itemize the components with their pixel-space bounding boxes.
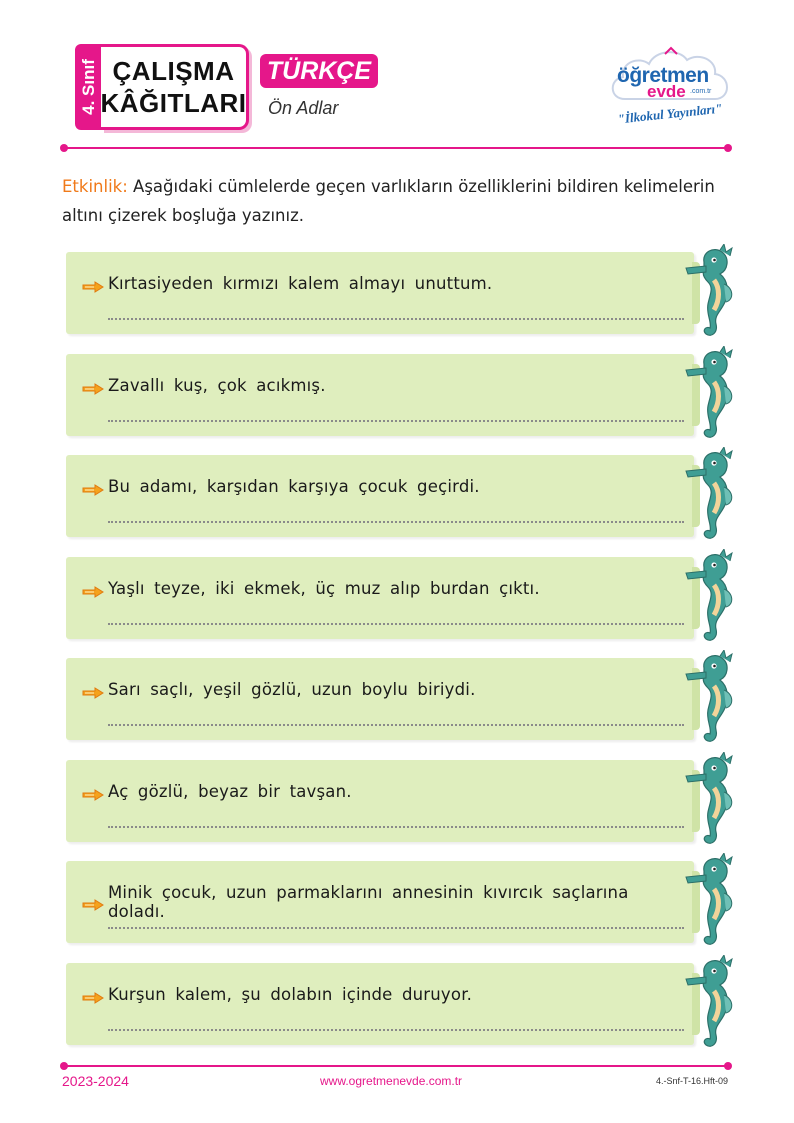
exercise-sentence: Kurşun kalem, şu dolabın içinde duruyor. [108, 985, 473, 1004]
seahorse-icon [684, 447, 740, 543]
exercise-card [66, 252, 694, 334]
exercise-sentence: Bu adamı, karşıdan karşıya çocuk geçirdi. [108, 477, 480, 496]
logo-tagline: "İlkokul Yayınları" [616, 100, 723, 127]
exercise-card [66, 557, 694, 639]
exercise-card [66, 861, 694, 943]
sentence-row [82, 680, 476, 699]
divider-dot [60, 144, 68, 152]
pointing-hand-icon [82, 583, 104, 595]
exercise-sentence: Sarı saçlı, yeşil gözlü, uzun boylu biriydi. [108, 680, 476, 699]
seahorse-icon [684, 244, 740, 340]
answer-line[interactable] [108, 623, 684, 625]
seahorse-icon [684, 752, 740, 848]
sentence-row [82, 782, 352, 801]
sentence-row [82, 477, 480, 496]
activity-label: Etkinlik: [62, 177, 128, 196]
pointing-hand-icon [82, 684, 104, 696]
seahorse-icon [684, 346, 740, 442]
divider-dot [60, 1062, 68, 1070]
header-divider [64, 147, 728, 149]
title-box [101, 44, 249, 130]
exercise-card [66, 354, 694, 436]
exercise-card [66, 760, 694, 842]
footer-code: 4.-Snf-T-16.Hft-09 [655, 1076, 728, 1086]
seahorse-icon [684, 955, 740, 1051]
title-line-1: ÇALIŞMA [112, 56, 235, 86]
seahorse-icon [684, 549, 740, 645]
seahorse-icon [684, 853, 740, 949]
pointing-hand-icon [82, 896, 104, 908]
answer-line[interactable] [108, 1029, 684, 1031]
answer-line[interactable] [108, 420, 684, 422]
title-line-2: KÂĞITLARI [100, 88, 247, 118]
activity-instruction [62, 172, 732, 230]
logo-text-sub: evde [647, 82, 686, 101]
footer-year: 2023-2024 [62, 1073, 129, 1089]
answer-line[interactable] [108, 521, 684, 523]
exercise-card [66, 963, 694, 1045]
sentence-row [82, 883, 694, 921]
sentence-row [82, 985, 472, 1004]
grade-tab [75, 44, 103, 130]
sentence-row [82, 376, 326, 395]
pointing-hand-icon [82, 989, 104, 1001]
subject-badge [260, 54, 378, 88]
grade-label: 4. Sınıf [79, 59, 99, 115]
footer-divider [64, 1065, 728, 1067]
exercise-sentence: Minik çocuk, uzun parmaklarını annesinin kıvırcık saçlarına doladı. [108, 883, 629, 921]
publisher-logo [605, 44, 735, 134]
answer-line[interactable] [108, 927, 684, 929]
exercise-sentence: Yaşlı teyze, iki ekmek, üç muz alıp burdan çıktı. [108, 579, 540, 598]
divider-dot [724, 144, 732, 152]
logo-text-main: öğretmen [617, 64, 709, 87]
worksheet-header [0, 0, 794, 150]
footer-website[interactable]: www.ogretmenevde.com.tr [320, 1074, 463, 1088]
exercise-sentence: Kırtasiyeden kırmızı kalem almayı unuttum. [108, 274, 493, 293]
subject-label: TÜRKÇE [266, 56, 372, 85]
pointing-hand-icon [82, 380, 104, 392]
pointing-hand-icon [82, 786, 104, 798]
activity-text: Aşağıdaki cümlelerde geçen varlıkların özelliklerini bildiren kelimelerin altını çizerek boşluğa yazınız. [62, 177, 715, 225]
sentence-row [82, 579, 540, 598]
topic-title: Ön Adlar [268, 98, 339, 118]
exercise-card [66, 658, 694, 740]
logo-text-domain: .com.tr [690, 88, 712, 95]
pointing-hand-icon [82, 481, 104, 493]
answer-line[interactable] [108, 318, 684, 320]
answer-line[interactable] [108, 724, 684, 726]
divider-dot [724, 1062, 732, 1070]
exercise-sentence: Zavallı kuş, çok acıkmış. [108, 376, 326, 395]
seahorse-icon [684, 650, 740, 746]
sentence-row [82, 274, 492, 293]
pointing-hand-icon [82, 278, 104, 290]
exercise-sentence: Aç gözlü, beyaz bir tavşan. [108, 782, 352, 801]
answer-line[interactable] [108, 826, 684, 828]
exercise-card [66, 455, 694, 537]
